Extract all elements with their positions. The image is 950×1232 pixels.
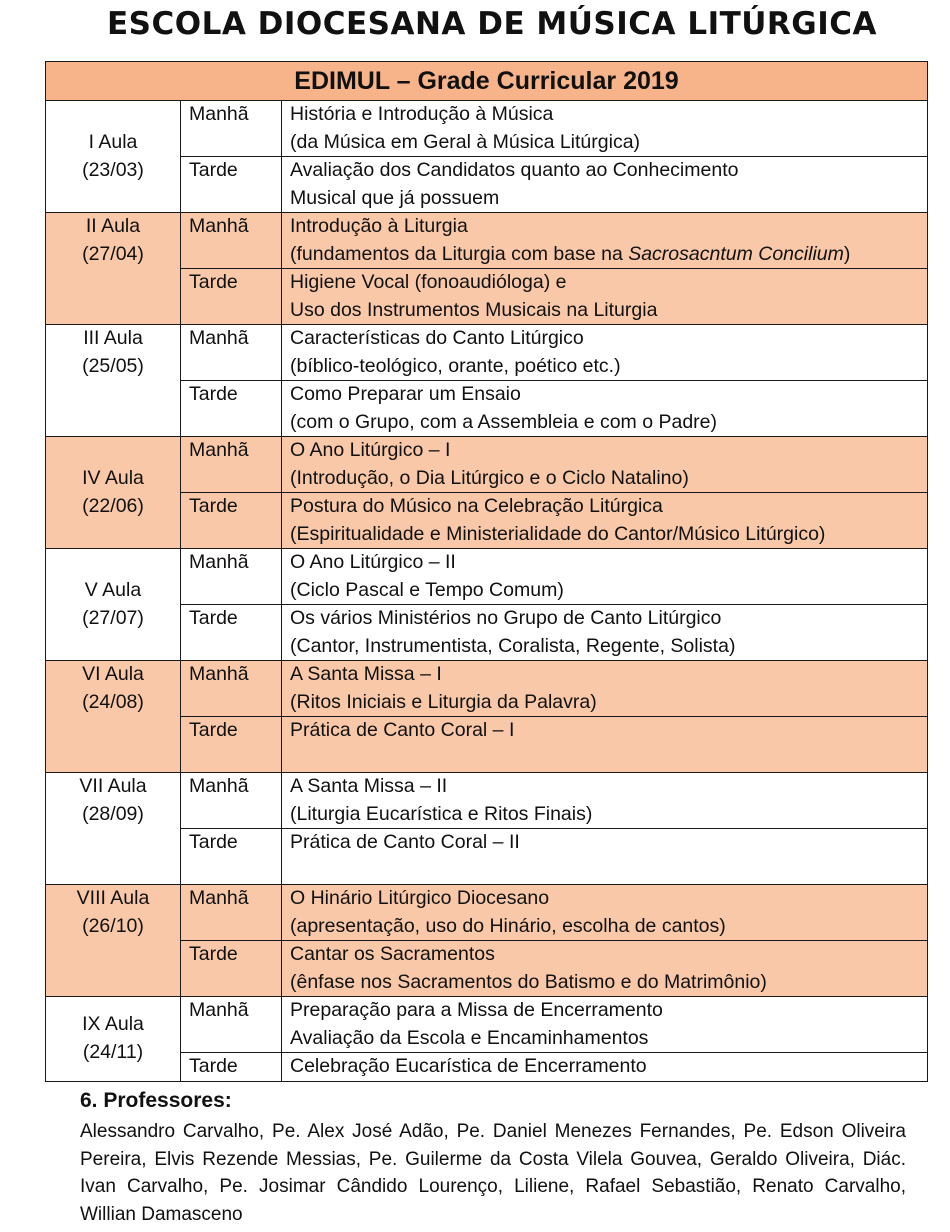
aula-date: (24/08) — [82, 690, 144, 713]
topic-title: Os vários Ministérios no Grupo de Canto Litúrgico — [290, 607, 722, 629]
topic-title: Avaliação dos Candidatos quanto ao Conhecimento — [290, 159, 739, 181]
aula-date: (27/04) — [82, 242, 144, 265]
topic-cell — [282, 101, 928, 157]
period-cell: Tarde — [181, 829, 282, 885]
topic-cell — [282, 213, 928, 269]
topic-cell — [282, 605, 928, 661]
period-cell: Tarde — [181, 605, 282, 661]
topic-cell — [282, 493, 928, 549]
aula-label: IX Aula — [82, 1013, 144, 1036]
topic-detail: (com o Grupo, com a Assembleia e com o Padre) — [290, 410, 718, 433]
aula-cell — [46, 213, 181, 325]
period-cell: Manhã — [181, 885, 282, 941]
aula-cell — [46, 997, 181, 1082]
aula-cell — [46, 773, 181, 885]
aula-label: VII Aula — [79, 775, 147, 797]
topic-title: História e Introdução à Música — [290, 103, 554, 125]
aula-date: (23/03) — [82, 158, 144, 181]
period-cell: Tarde — [181, 381, 282, 437]
topic-cell — [282, 661, 928, 717]
aula-label: VIII Aula — [76, 887, 150, 909]
topic-detail: Uso dos Instrumentos Musicais na Liturgia — [290, 298, 658, 321]
table-row — [46, 213, 928, 269]
topic-title: Postura do Músico na Celebração Litúrgica — [290, 495, 663, 517]
table-row — [46, 437, 928, 493]
period-cell: Manhã — [181, 549, 282, 605]
period-cell: Manhã — [181, 101, 282, 157]
aula-date: (24/11) — [82, 1040, 144, 1063]
topic-detail: (Introdução, o Dia Litúrgico e o Ciclo Natalino) — [290, 466, 689, 489]
topic-detail — [290, 241, 927, 269]
period-cell: Manhã — [181, 661, 282, 717]
topic-detail: (Espiritualidade e Ministerialidade do Cantor/Músico Litúrgico) — [290, 522, 826, 545]
topic-title: O Ano Litúrgico – I — [290, 439, 451, 461]
professors-list: Alessandro Carvalho, Pe. Alex José Adão, Pe. Daniel Menezes Fernandes, Pe. Edson Oliveira Pereira, Elvis Rezende Messias, Pe. Guilerme da Costa Vilela Gouvea, Geraldo Oliveira, Diác. Ivan Carvalho, Pe. Josimar Cândido Lourenço, Liliene, Rafael Sebastião, Renato Carvalho, Willian Damasceno — [80, 1121, 906, 1225]
aula-cell — [46, 549, 181, 661]
professors-heading: 6. Professores: — [80, 1089, 232, 1112]
topic-detail: (Ritos Iniciais e Liturgia da Palavra) — [290, 690, 597, 713]
aula-date: (25/05) — [82, 354, 144, 377]
school-title: ESCOLA DIOCESANA DE MÚSICA LITÚRGICA — [106, 6, 878, 42]
topic-detail: (da Música em Geral à Música Litúrgica) — [290, 130, 641, 153]
aula-label: III Aula — [83, 327, 143, 349]
topic-cell — [282, 997, 928, 1053]
topic-cell — [282, 717, 928, 773]
period-cell: Tarde — [181, 157, 282, 213]
topic-cell — [282, 437, 928, 493]
topic-cell — [282, 941, 928, 997]
topic-title: Prática de Canto Coral – II — [290, 831, 520, 853]
topic-cell — [282, 829, 928, 885]
topic-detail: Avaliação da Escola e Encaminhamentos — [290, 1026, 649, 1049]
period-cell: Tarde — [181, 941, 282, 997]
topic-cell — [282, 885, 928, 941]
aula-date: (27/07) — [82, 606, 144, 629]
aula-cell — [46, 661, 181, 773]
table-title: EDIMUL – Grade Curricular 2019 — [46, 62, 928, 101]
aula-label: II Aula — [85, 215, 141, 237]
topic-detail: (Ciclo Pascal e Tempo Comum) — [290, 578, 564, 601]
topic-title: Preparação para a Missa de Encerramento — [290, 999, 663, 1021]
aula-date: (22/06) — [82, 494, 144, 517]
table-row — [46, 997, 928, 1053]
table-row — [46, 885, 928, 941]
aula-date: (28/09) — [82, 802, 144, 825]
aula-cell — [46, 101, 181, 213]
topic-detail: (bíblico-teológico, orante, poético etc.) — [290, 354, 621, 377]
aula-date: (26/10) — [82, 914, 144, 937]
topic-title: Higiene Vocal (fonoaudióloga) e — [290, 271, 567, 293]
topic-detail: Musical que já possuem — [290, 186, 500, 209]
period-cell: Manhã — [181, 213, 282, 269]
period-cell: Manhã — [181, 997, 282, 1053]
table-row — [46, 773, 928, 829]
topic-detail-post: ) — [843, 242, 851, 265]
topic-title: Cantar os Sacramentos — [290, 943, 495, 965]
topic-cell — [282, 325, 928, 381]
topic-detail — [290, 745, 927, 773]
topic-title: A Santa Missa – II — [290, 775, 448, 797]
period-cell: Manhã — [181, 325, 282, 381]
table-row — [46, 549, 928, 605]
aula-label: I Aula — [88, 131, 138, 153]
topic-cell — [282, 381, 928, 437]
topic-cell — [282, 549, 928, 605]
aula-label: VI Aula — [82, 663, 144, 685]
aula-label: IV Aula — [82, 467, 144, 489]
topic-detail — [290, 857, 927, 885]
period-cell: Tarde — [181, 717, 282, 773]
topic-detail-italic: Sacrosacntum Concilium — [628, 242, 844, 265]
topic-title: A Santa Missa – I — [290, 663, 442, 685]
topic-title: Características do Canto Litúrgico — [290, 327, 584, 349]
topic-cell — [282, 269, 928, 325]
topic-detail: (Cantor, Instrumentista, Coralista, Regente, Solista) — [290, 634, 736, 657]
table-row — [46, 101, 928, 157]
period-cell: Manhã — [181, 437, 282, 493]
topic-cell — [282, 773, 928, 829]
topic-title: Celebração Eucarística de Encerramento — [290, 1055, 647, 1077]
topic-title: O Hinário Litúrgico Diocesano — [290, 887, 550, 909]
period-cell: Tarde — [181, 269, 282, 325]
period-cell: Tarde — [181, 1053, 282, 1082]
topic-title: Introdução à Liturgia — [290, 215, 468, 237]
period-cell: Manhã — [181, 773, 282, 829]
aula-cell — [46, 325, 181, 437]
aula-cell — [46, 885, 181, 997]
aula-cell — [46, 437, 181, 549]
topic-detail: (ênfase nos Sacramentos do Batismo e do Matrimônio) — [290, 970, 767, 993]
topic-detail: (Liturgia Eucarística e Ritos Finais) — [290, 802, 593, 825]
curriculum-table — [45, 61, 928, 1082]
topic-detail-pre: (fundamentos da Liturgia com base na — [290, 242, 629, 265]
table-row — [46, 325, 928, 381]
topic-title: O Ano Litúrgico – II — [290, 551, 456, 573]
table-row — [46, 661, 928, 717]
topic-detail: (apresentação, uso do Hinário, escolha de cantos) — [290, 914, 726, 937]
topic-cell — [282, 1053, 928, 1082]
topic-title: Como Preparar um Ensaio — [290, 383, 521, 405]
topic-title: Prática de Canto Coral – I — [290, 719, 515, 741]
period-cell: Tarde — [181, 493, 282, 549]
aula-label: V Aula — [84, 579, 142, 601]
topic-cell — [282, 157, 928, 213]
